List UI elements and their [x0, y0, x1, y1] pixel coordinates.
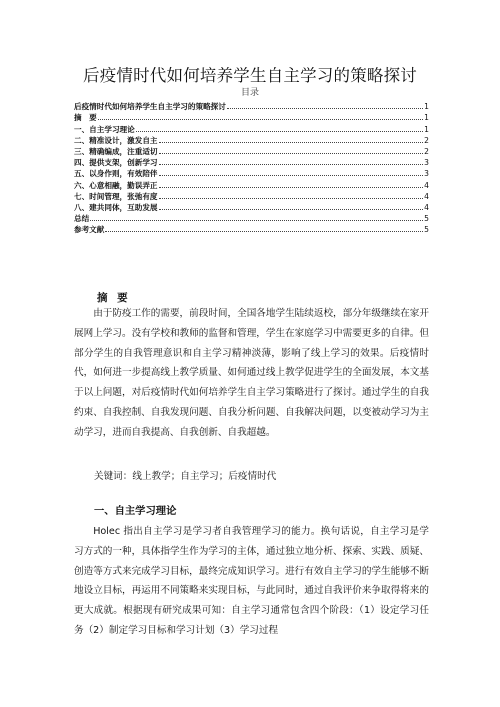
toc-entry-page: 2 [424, 146, 429, 156]
abstract-body [74, 304, 429, 443]
toc-leader-dots [159, 153, 424, 154]
toc-leader-dots [98, 119, 423, 120]
toc-entry-label: 参考文献 [74, 225, 105, 235]
toc-entry-page: 4 [424, 180, 429, 190]
toc-entry-label: 二、精准设计，激发自主 [74, 135, 158, 145]
toc-entry-label: 六、心意相融，勤误弄正 [74, 180, 158, 190]
toc-entry-page: 1 [424, 113, 429, 123]
toc-entry-label: 总结 [74, 214, 90, 224]
toc-entry[interactable] [74, 123, 429, 134]
toc-leader-dots [105, 231, 423, 232]
toc-entry[interactable] [74, 202, 429, 213]
document-title: 后疫情时代如何培养学生自主学习的策略探讨 [83, 66, 417, 85]
toc-entry-label: 八、建共同体，互助发展 [74, 202, 158, 212]
toc-entry-page: 4 [424, 191, 429, 201]
section-body [74, 522, 429, 641]
toc-entry-page: 1 [424, 124, 429, 134]
toc-entry-label: 七、时间管理，张弛有度 [74, 191, 158, 201]
section-heading: 一、自主学习理论 [94, 505, 177, 517]
toc-entry-page: 5 [424, 214, 429, 224]
toc-leader-dots [159, 142, 424, 143]
toc-entry[interactable] [74, 168, 429, 179]
toc-entry[interactable] [74, 157, 429, 168]
toc-heading: 目录 [240, 88, 259, 98]
toc-entry[interactable] [74, 191, 429, 202]
toc-entry-label: 后疫情时代如何培养学生自主学习的策略探讨 [74, 102, 226, 112]
keywords: 关键词：线上教学；自主学习；后疫情时代 [94, 471, 277, 482]
toc-leader-dots [136, 131, 423, 132]
toc-entry-page: 2 [424, 135, 429, 145]
toc-entry[interactable] [74, 135, 429, 146]
toc-entry[interactable] [74, 146, 429, 157]
table-of-contents [74, 101, 429, 235]
toc-leader-dots [159, 175, 424, 176]
toc-entry-page: 4 [424, 202, 429, 212]
toc-entry-page: 3 [424, 158, 429, 168]
toc-entry[interactable] [74, 101, 429, 112]
toc-entry-label: 摘 要 [74, 113, 97, 123]
toc-entry-label: 三、精确编成，注重适切 [74, 146, 158, 156]
toc-leader-dots [159, 187, 424, 188]
section-paragraph: Holec 指出自主学习是学习者自我管理学习的能力。换句话说，自主学习是学习方式的一种，具体指学生作为学习的主体，通过独立地分析、探索、实践、质疑、创造等方式来完成学习目标，最终完成知识学习。进行有效自主学习的学生能够不断地设立目标，再运用不同策略来实现目标，与此同时，通过自我评价来争取得将来的更大成就。根据现有研究成果可知：自主学习通常包含四个阶段：（1）设定学习任务（2）制定学习目标和学习计划（3）学习过程 [74, 526, 429, 636]
toc-entry-label: 一、自主学习理论 [74, 124, 135, 134]
abstract-paragraph: 由于防疫工作的需要，前段时间，全国各地学生陆续返校，部分年级继续在家开展网上学习。没有学校和教师的监督和管理，学生在家庭学习中需要更多的自律。但部分学生的自我管理意识和自主学习精神淡薄，影响了线上学习的效果。后疫情时代，如何进一步提高线上教学质量、如何通过线上教学促进学生的全面发展，本文基于以上问题，对后疫情时代如何培养学生自主学习策略进行了探讨。通过学生的自我约束、自我控制、自我发现问题、自我分析问题、自我解决问题，以变被动学习为主动学习，进而自我提高、自我创新、自我超越。 [74, 308, 429, 438]
toc-leader-dots [159, 164, 424, 165]
toc-leader-dots [159, 198, 424, 199]
toc-leader-dots [227, 108, 423, 109]
toc-entry-page: 3 [424, 169, 429, 179]
toc-entry-label: 五、以身作则，有效陪伴 [74, 169, 158, 179]
toc-entry[interactable] [74, 213, 429, 224]
toc-leader-dots [90, 220, 423, 221]
toc-leader-dots [159, 209, 424, 210]
toc-entry-page: 5 [424, 225, 429, 235]
toc-entry-page: 1 [424, 102, 429, 112]
toc-entry[interactable] [74, 179, 429, 190]
abstract-heading: 摘 要 [97, 292, 131, 304]
toc-entry[interactable] [74, 224, 429, 235]
toc-entry[interactable] [74, 112, 429, 123]
toc-entry-label: 四、提供支架，创新学习 [74, 158, 158, 168]
